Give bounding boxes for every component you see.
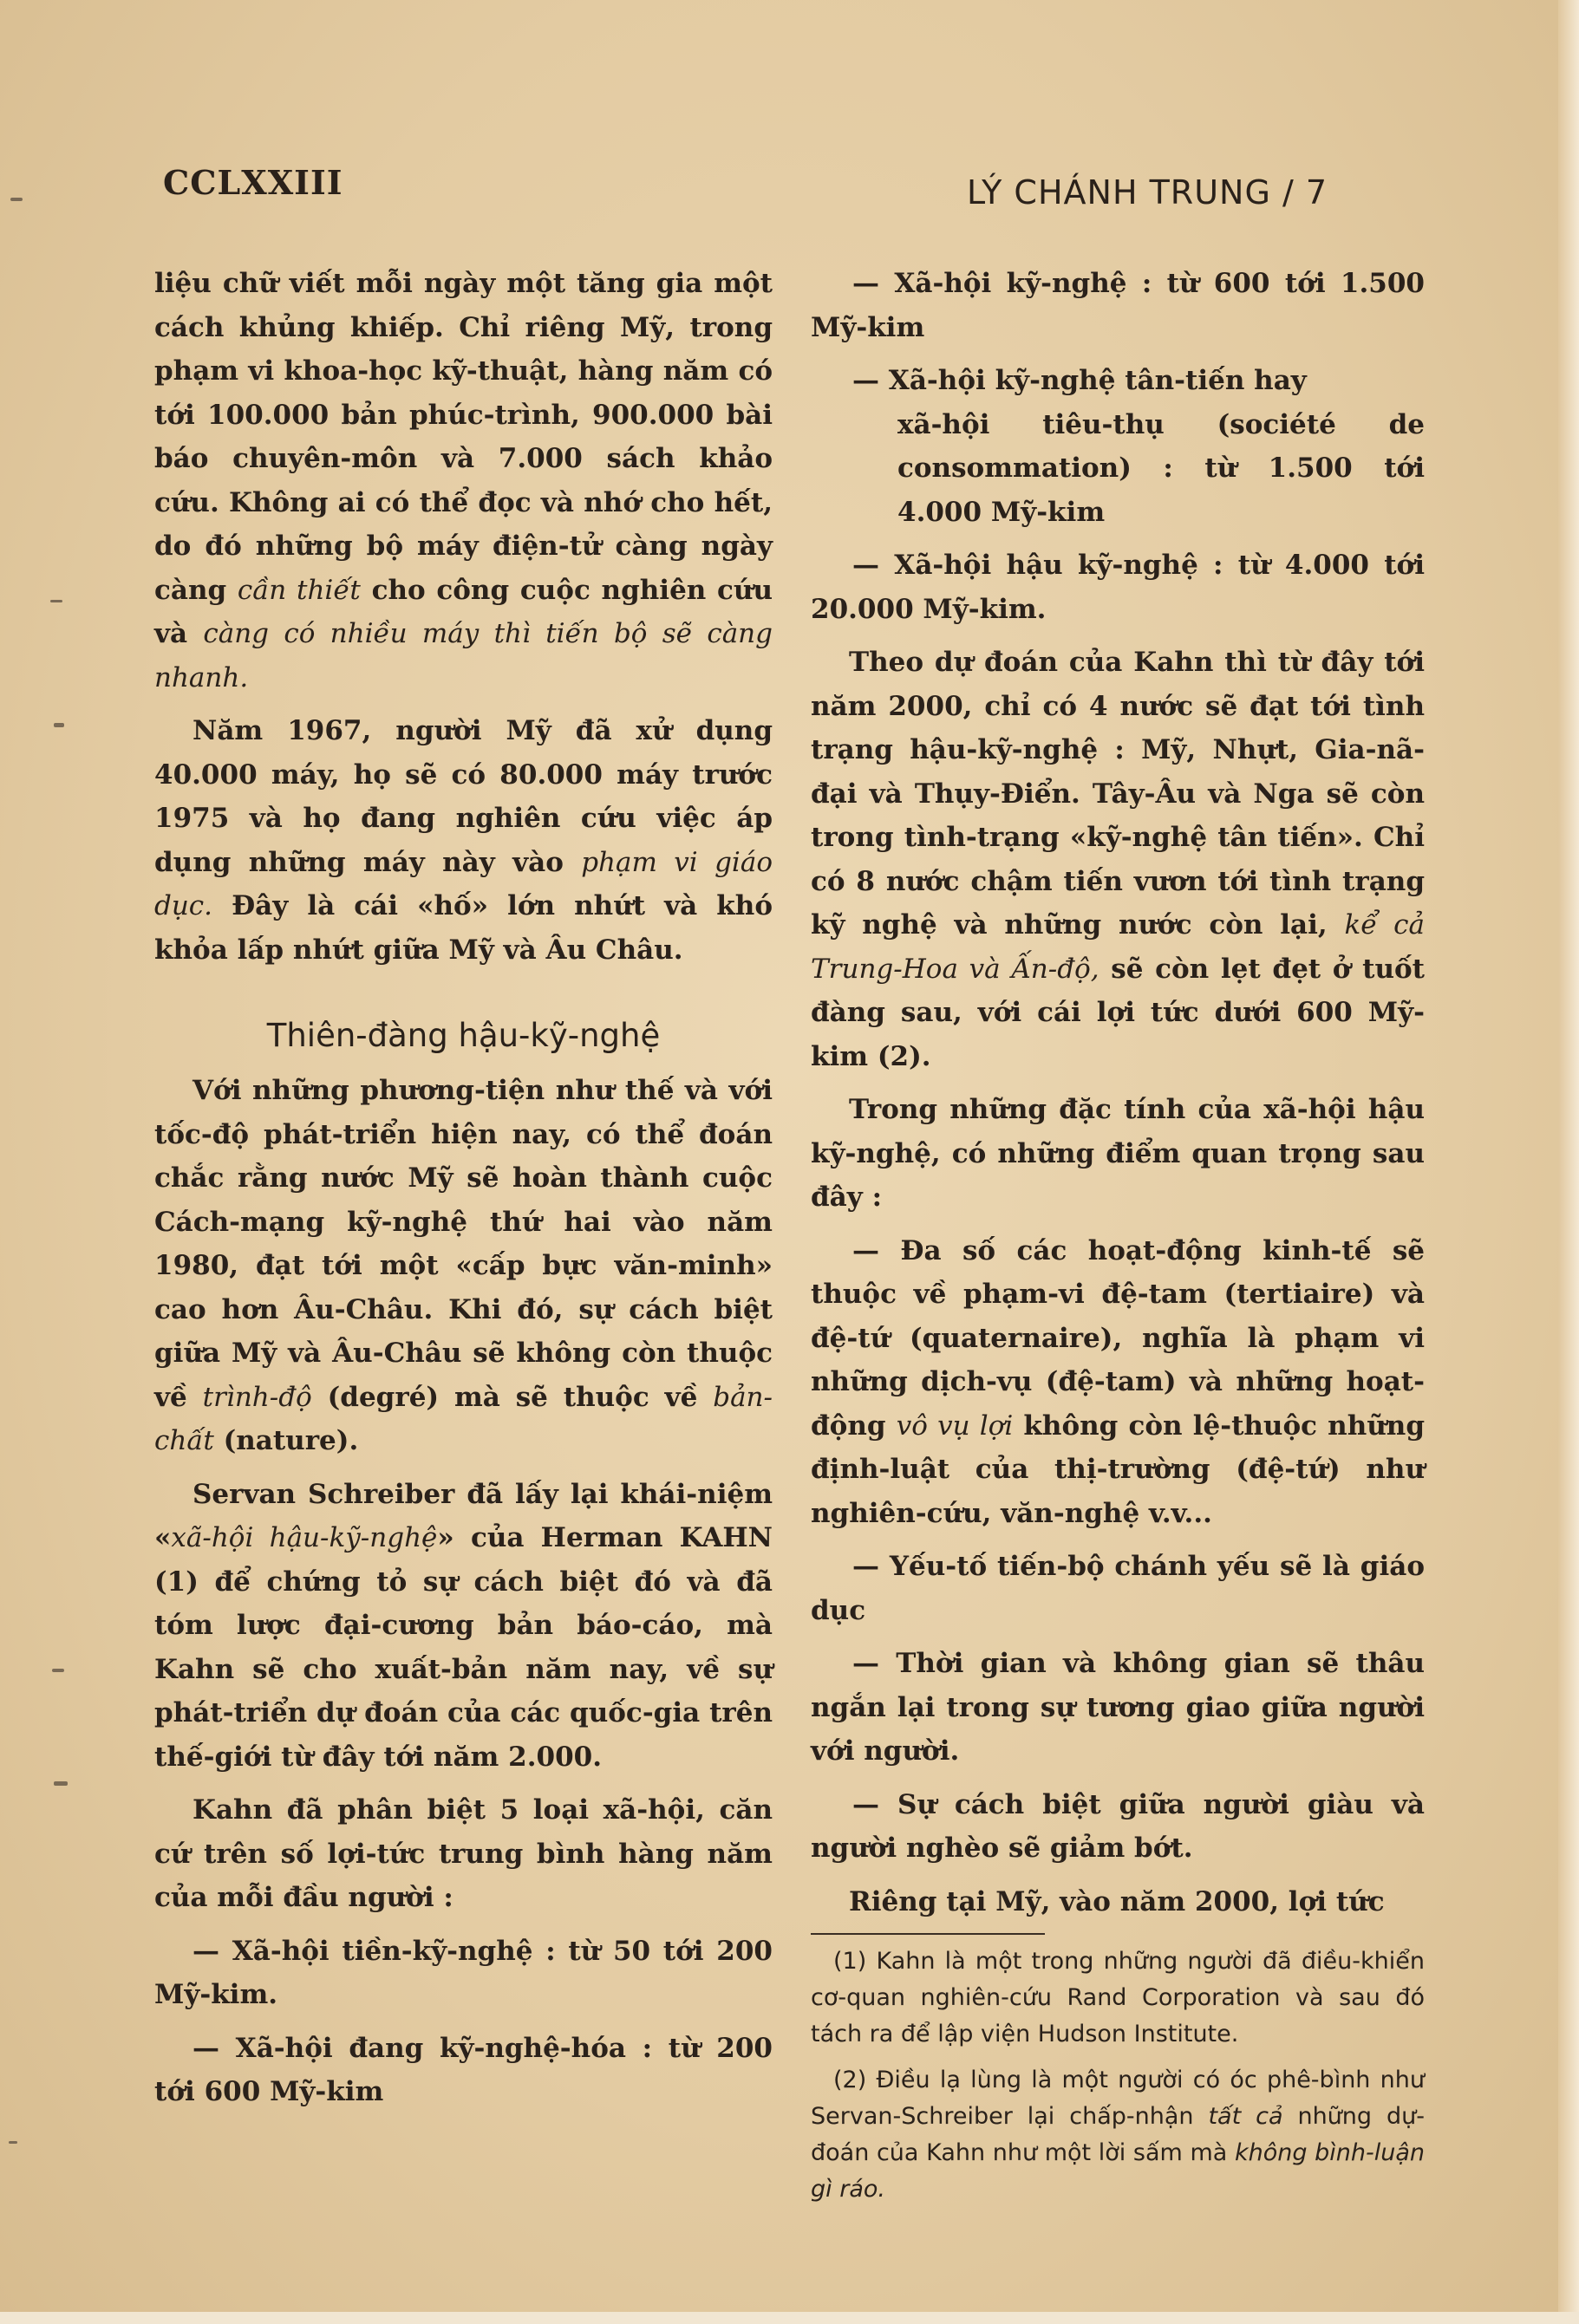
page-edge-right (1558, 0, 1579, 2324)
paragraph: Với những phương-tiện như thế và với tốc-độ phát-triển hiện nay, có thể đoán chắc rằng nước Mỹ sẽ hoàn thành cuộc Cách-mạng kỹ-nghệ thứ hai vào năm 1980, đạt tới một «cấp bực văn-minh» cao hơn Âu-Châu. Khi đó, sự cách biệt giữa Mỹ và Âu-Châu sẽ không còn thuộc về trình-độ (degré) mà sẽ thuộc về bản-chất (nature). (154, 1075, 773, 1456)
author-page-header: LÝ CHÁNH TRUNG / 7 (967, 173, 1328, 212)
paragraph: liệu chữ viết mỗi ngày một tăng gia một cách khủng khiếp. Chỉ riêng Mỹ, trong phạm vi khoa-học kỹ-thuật, hàng năm có tới 100.000 bản phúc-trình, 900.000 bài báo chuyên-môn và 7.000 sách khảo cứu. Không ai có thể đọc và nhớ cho hết, do đó những bộ máy điện-tử càng ngày càng cần thiết cho công cuộc nghiên cứu và càng có nhiều máy thì tiến bộ sẽ càng nhanh. (154, 268, 773, 693)
list-item: — Yếu-tố tiến-bộ chánh yếu sẽ là giáo dục (811, 1551, 1425, 1626)
list-item-continued: xã-hội tiêu-thụ (société de consommation) : từ 1.500 tới 4.000 Mỹ-kim (897, 408, 1425, 528)
footnote-divider (811, 1933, 1045, 1935)
footnote-1: (1) Kahn là một trong những người đã điều-khiển cơ-quan nghiên-cứu Rand Corporation và sau đó tách ra để lập viện Hudson Institute. (811, 1948, 1425, 2047)
right-column (811, 262, 1425, 2217)
paragraph: Trong những đặc tính của xã-hội hậu kỹ-nghệ, có những điểm quan trọng sau đây : (811, 1094, 1425, 1213)
list-item: — Xã-hội kỹ-nghệ tân-tiến hay (852, 365, 1307, 396)
paragraph: Kahn đã phân biệt 5 loại xã-hội, căn cứ trên số lợi-tức trung bình hàng năm của mỗi đầu người : (154, 1794, 773, 1913)
page-edge-bottom (0, 2312, 1579, 2324)
list-item: — Thời gian và không gian sẽ thâu ngắn lại trong sự tương giao giữa người với người. (811, 1648, 1425, 1767)
list-item: — Xã-hội hậu kỹ-nghệ : từ 4.000 tới 20.000 Mỹ-kim. (811, 550, 1425, 625)
paragraph: Riêng tại Mỹ, vào năm 2000, lợi tức (849, 1885, 1385, 1917)
list-item: — Xã-hội tiền-kỹ-nghệ : từ 50 tới 200 Mỹ-kim. (154, 1935, 773, 2010)
paragraph: Servan Schreiber đã lấy lại khái-niệm «xã-hội hậu-kỹ-nghệ» của Herman KAHN (1) để chứng tỏ sự cách biệt đó và đã tóm lược đại-cương bản báo-cáo, mà Kahn sẽ cho xuất-bản năm nay, về sự phát-triển dự đoán của các quốc-gia trên thế-giới từ đây tới năm 2.000. (154, 1478, 773, 1773)
footnote-2: (2) Điều lạ lùng là một người có óc phê-bình như Servan-Schreiber lại chấp-nhận tất cả những dự-đoán của Kahn như một lời sấm mà không bình-luận gì ráo. (811, 2067, 1425, 2203)
list-item: — Xã-hội kỹ-nghệ : từ 600 tới 1.500 Mỹ-kim (811, 268, 1425, 343)
list-item: — Xã-hội đang kỹ-nghệ-hóa : từ 200 tới 600 Mỹ-kim (154, 2032, 773, 2107)
list-item: — Sự cách biệt giữa người giàu và người nghèo sẽ giảm bớt. (811, 1788, 1425, 1864)
list-item: — Đa số các hoạt-động kinh-tế sẽ thuộc về phạm-vi đệ-tam (tertiaire) và đệ-tứ (quaternaire), nghĩa là phạm vi những dịch-vụ (đệ-tam) và những hoạt-động vô vụ lợi không còn lệ-thuộc những định-luật của thị-trường (đệ-tứ) như nghiên-cứu, văn-nghệ v.v... (811, 1234, 1425, 1529)
paragraph: Năm 1967, người Mỹ đã xử dụng 40.000 máy, họ sẽ có 80.000 máy trước 1975 và họ đang nghiên cứu việc áp dụng những máy này vào phạm vi giáo dục. Đây là cái «hố» lớn nhứt và khó khỏa lấp nhứt giữa Mỹ và Âu Châu. (154, 715, 773, 966)
issue-number: CCLXXIII (163, 163, 343, 202)
paragraph: Theo dự đoán của Kahn thì từ đây tới năm 2000, chỉ có 4 nước sẽ đạt tới tình trạng hậu-kỹ-nghệ : Mỹ, Nhựt, Gia-nã-đại và Thụy-Điển. Tây-Âu và Nga sẽ còn trong tình-trạng «kỹ-nghệ tân tiến». Chỉ có 8 nước chậm tiến vươn tới tình trạng kỹ nghệ và những nước còn lại, kể cả Trung-Hoa và Ấn-độ, sẽ còn lẹt đẹt ở tuốt đàng sau, với cái lợi tức dưới 600 Mỹ-kim (2). (811, 647, 1425, 1072)
left-column (154, 262, 773, 2124)
section-heading: Thiên-đàng hậu-kỹ-nghệ (266, 1017, 661, 1054)
